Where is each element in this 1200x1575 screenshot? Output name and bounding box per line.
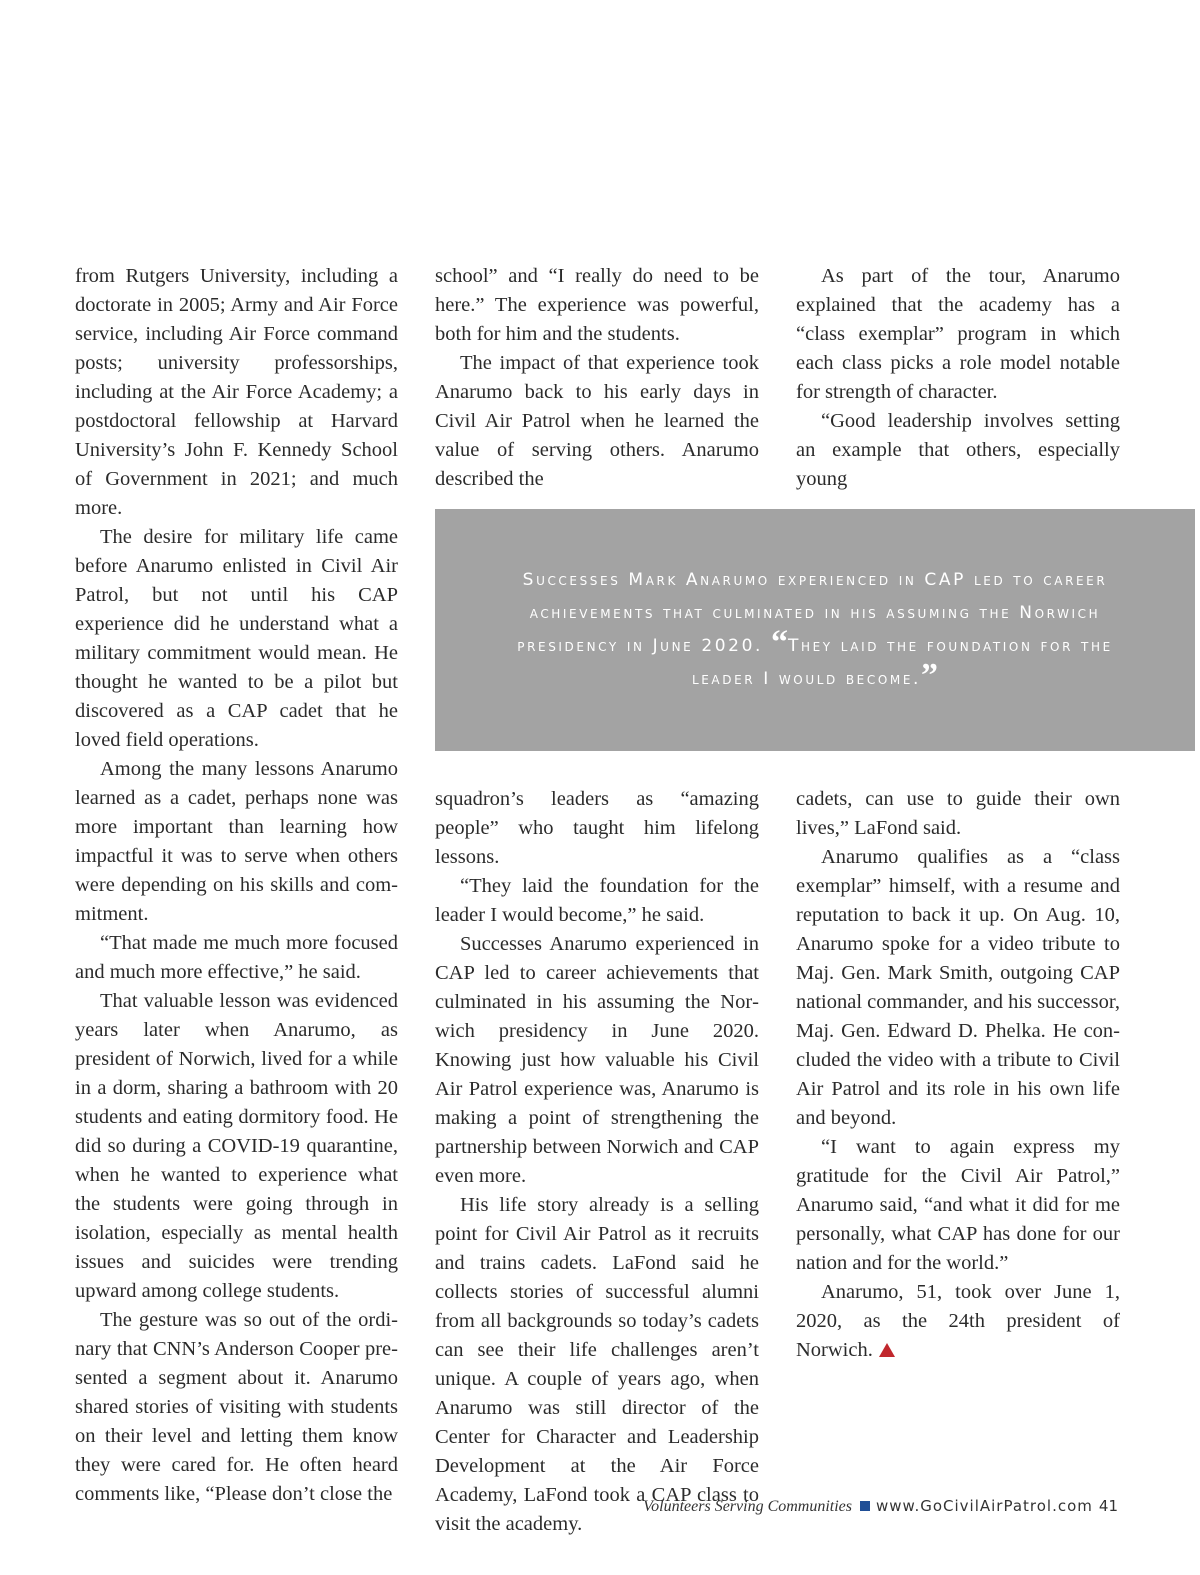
open-quote-mark: “	[771, 624, 789, 661]
paragraph: from Rutgers University, including a doctorate in 2005; Army and Air Force service, including Air Force command posts; university professorships, including at the Air Force Academy; a postdoctoral fellowship at Harvard University’s John F. Kennedy School of Government in 2021; and much more.	[75, 265, 398, 519]
paragraph: “They laid the foundation for the leader I would become,” he said.	[435, 875, 759, 926]
paragraph: As part of the tour, Anarumo explained that the academy has a “class exemplar” program in which each class picks a role model notable for strength of character.	[796, 265, 1120, 403]
article-column-3-bottom	[796, 785, 1120, 1365]
article-column-3-top	[796, 262, 1120, 494]
paragraph: Anarumo qualifies as a “class exemplar” himself, with a resume and reputation to back it up. On Aug. 10, Anarumo spoke for a video tribute to Maj. Gen. Mark Smith, outgoing CAP national commander, and his successor, Maj. Gen. Edward D. Phelka. He concluded the video with a tribute to Civil Air Patrol and its role in his own life and beyond.	[796, 846, 1120, 1129]
pull-quote-box	[435, 509, 1195, 751]
paragraph: The gesture was so out of the ordinary that CNN’s Anderson Cooper presented a segment about it. Anarumo shared stories of visiting with students on their level and letting them know they were cared for. He often heard comments like, “Please don’t close the	[75, 1309, 398, 1505]
paragraph: His life story already is a selling point for Civil Air Patrol as it recruits and trains cadets. LaFond said he collects stories of successful alumni from all backgrounds so today’s cadets can see their life challenges aren’t unique. A couple of years ago, when Anarumo was still director of the Center for Character and Leadership Development at the Air Force Academy, LaFond took a CAP class to visit the academy.	[435, 1194, 759, 1535]
article-column-2-top	[435, 262, 759, 494]
paragraph: The impact of that experience took Anarumo back to his early days in Civil Air Patrol when he learned the value of serving others. Anarumo described the	[435, 352, 759, 490]
pull-quote-quote: They laid the foundation for the leader I would become.	[691, 636, 1113, 689]
paragraph: Successes Anarumo experienced in CAP led to career achievements that culminated in his assuming the Norwich presidency in June 2020. Knowing just how valuable his Civil Air Patrol experience was, Anarumo is making a point of strengthening the partnership between Norwich and CAP even more.	[435, 933, 759, 1187]
paragraph-final-text: Anarumo, 51, took over June 1, 2020, as the 24th president of Norwich.	[796, 1281, 1120, 1361]
square-bullet-icon	[860, 1501, 870, 1511]
paragraph-final	[796, 1278, 1120, 1365]
close-quote-mark: ”	[921, 657, 939, 694]
pull-quote-text	[485, 564, 1145, 696]
page-footer	[643, 1497, 1118, 1516]
article-column-2-bottom	[435, 785, 759, 1539]
paragraph: cadets, can use to guide their own lives,” LaFond said.	[796, 788, 1120, 839]
paragraph: “I want to again express my gratitude for the Civil Air Patrol,” Anarumo said, “and what it did for me personally, what CAP has done for our nation and for the world.”	[796, 1136, 1120, 1274]
end-of-article-triangle-icon	[879, 1343, 895, 1357]
paragraph: “Good leadership involves setting an example that others, especially young	[796, 410, 1120, 490]
paragraph: squadron’s leaders as “amazing people” who taught him lifelong lessons.	[435, 788, 759, 868]
paragraph: The desire for military life came before Anarumo enlisted in Civil Air Patrol, but not until his CAP experience did he understand what a military commitment would mean. He thought he wanted to be a pilot but discovered as a CAP cadet that he loved field operations.	[75, 526, 398, 751]
footer-tagline: Volunteers Serving Communities	[643, 1498, 853, 1515]
pull-quote-lead: Successes Mark Anarumo experienced in CAP led to career achievements that culminated in his assuming the Norwich presidency in June 2020.	[517, 570, 1108, 656]
page-number: 41	[1098, 1497, 1118, 1515]
paragraph: That valuable lesson was evidenced years later when Anarumo, as president of Norwich, lived for a while in a dorm, sharing a bathroom with 20 students and eating dormitory food. He did so during a COVID-19 quarantine, when he wanted to experience what the students were going through in isolation, especially as mental health issues and suicides were trending upward among college students.	[75, 990, 398, 1302]
footer-url-link[interactable]: www.GoCivilAirPatrol.com	[876, 1497, 1093, 1515]
article-column-1	[75, 262, 398, 1509]
paragraph: Among the many lessons Anarumo learned as a cadet, perhaps none was more important than learning how impactful it was to serve when others were depending on his skills and commitment.	[75, 758, 398, 925]
paragraph: “That made me much more focused and much more effective,” he said.	[75, 932, 398, 983]
paragraph: school” and “I really do need to be here.” The experience was powerful, both for him and the students.	[435, 265, 759, 345]
